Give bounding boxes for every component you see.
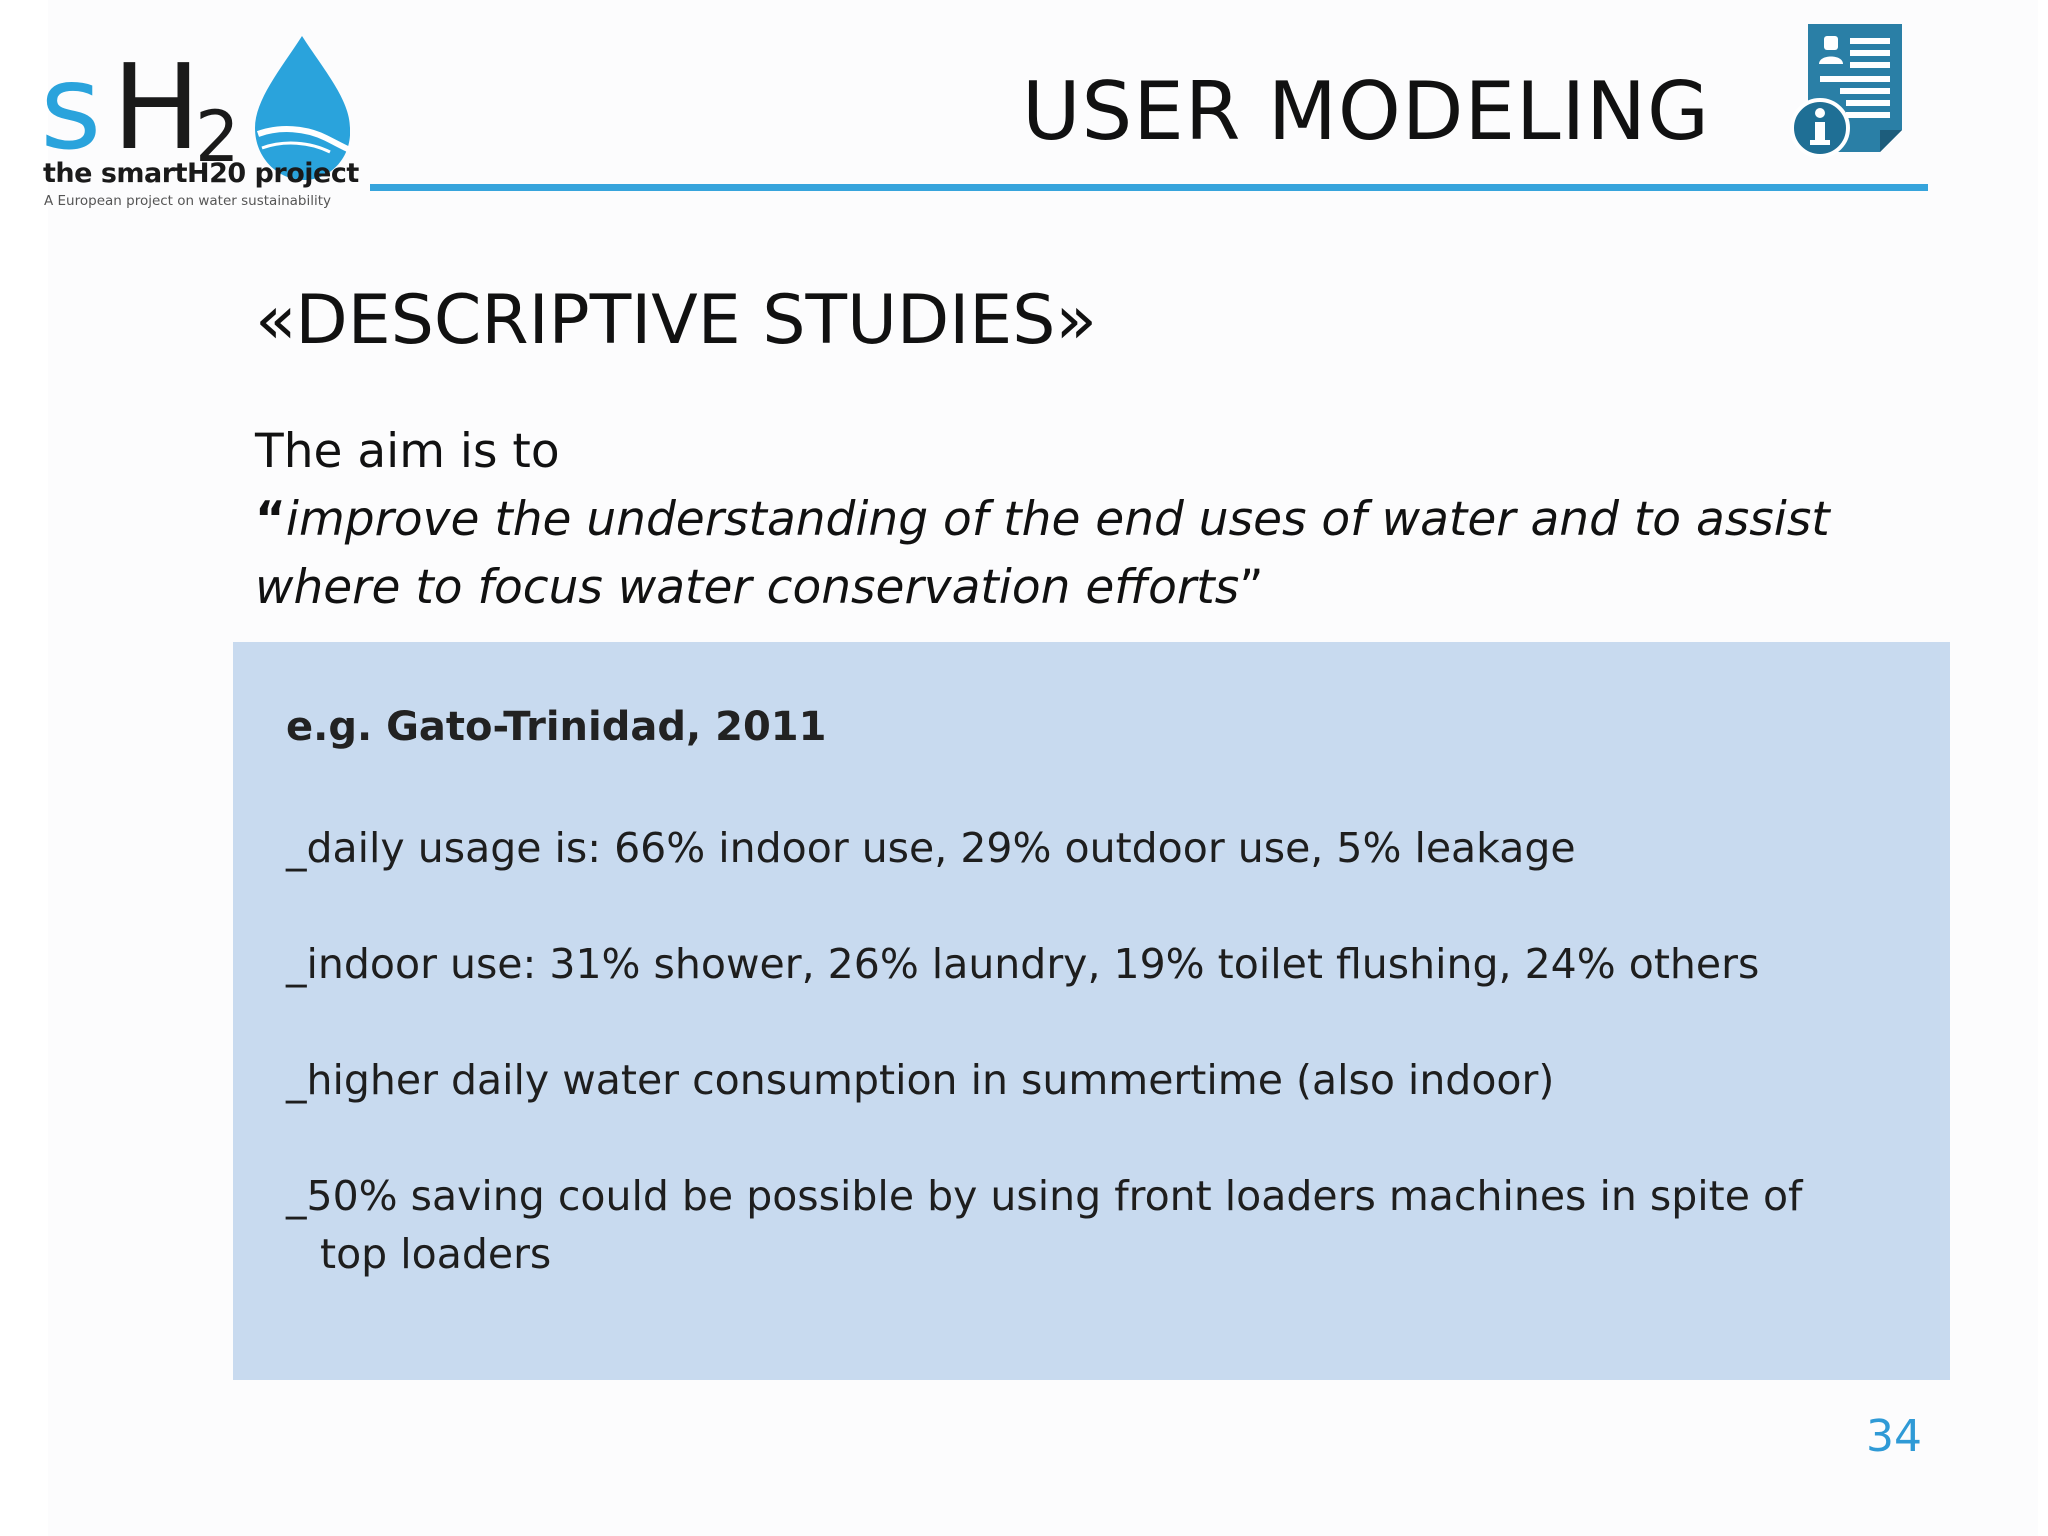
- header-divider: [370, 184, 1928, 191]
- aim-lead: The aim is to: [255, 424, 560, 479]
- study-summary-box: [233, 642, 1950, 1380]
- document-info-icon: [1790, 24, 1902, 158]
- logo-letter-s: s: [40, 38, 96, 176]
- logo-tagline: A European project on water sustainability: [44, 193, 332, 209]
- bullet-daily-usage: _daily usage is: 66% indoor use, 29% outdoor use, 5% leakage: [286, 824, 1576, 872]
- smarth2o-logo: [40, 30, 359, 215]
- bullet-front-loaders-line-2: top loaders: [320, 1230, 552, 1278]
- study-citation: e.g. Gato-Trinidad, 2011: [286, 704, 827, 750]
- open-quote: “: [255, 492, 286, 547]
- bullet-front-loaders-line-1: _50% saving could be possible by using front loaders machines in spite of: [286, 1172, 1803, 1220]
- bullet-front-loaders: [286, 1167, 1802, 1283]
- bullet-summertime: _higher daily water consumption in summertime (also indoor): [286, 1056, 1555, 1104]
- logo-name: the smartH20 project: [43, 158, 359, 189]
- bullet-indoor-use: _indoor use: 31% shower, 26% laundry, 19% toilet flushing, 24% others: [286, 940, 1760, 988]
- aim-quote-text-2: where to focus water conservation efforts: [255, 560, 1240, 615]
- logo-letter-h: H: [112, 38, 201, 176]
- close-quote: ”: [1239, 560, 1264, 615]
- page-title: USER MODELING: [1021, 65, 1710, 158]
- aim-quote-text-1: improve the understanding of the end uses of water and to assist: [285, 492, 1830, 547]
- page-number: 34: [1866, 1411, 1922, 1462]
- aim-quote-line-1: [255, 486, 1830, 554]
- section-title: «DESCRIPTIVE STUDIES»: [255, 281, 1097, 360]
- aim-statement: [255, 418, 1830, 622]
- aim-quote-line-2: [255, 554, 1830, 622]
- logo-digit-2: 2: [195, 96, 240, 178]
